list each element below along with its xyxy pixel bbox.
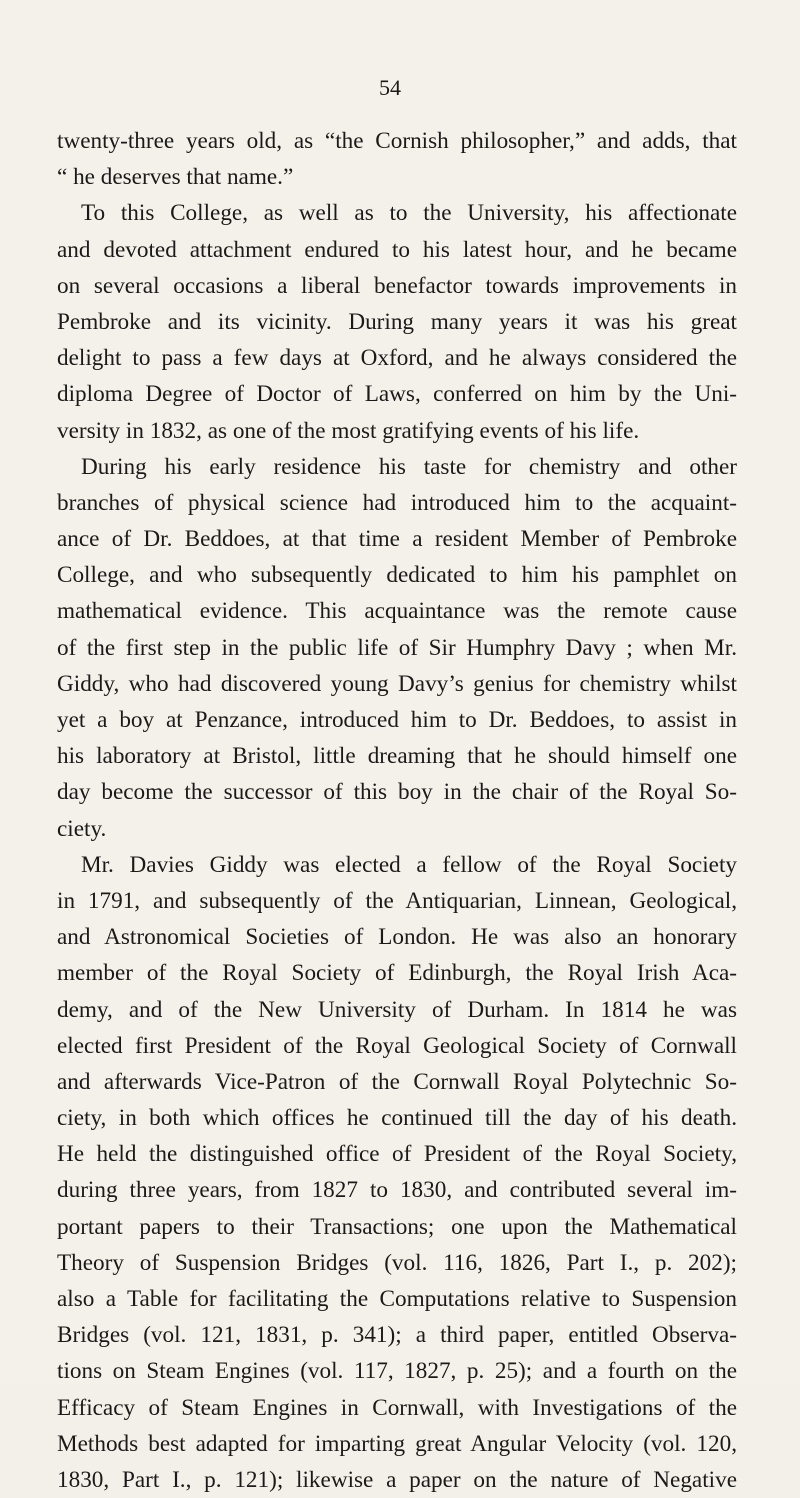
text-line: mathematical evidence. This acquaintance was the remote cause [57,598,737,625]
text-line: yet a boy at Penzance, introduced him to Dr. Beddoes, to assist in [57,707,737,733]
text-line: on several occasions a liberal benefactor towards improvements in [57,272,737,299]
text-line: To this College, as well as to the University, his affectionate [81,200,737,227]
text-line: portant papers to their Transactions; one upon the Mathematical [57,1213,737,1240]
text-line: ciety. [57,815,107,842]
text-line: branches of physical science had introduced him to the acquaint- [57,489,737,516]
text-line: also a Table for facilitating the Computations relative to Suspension [57,1286,737,1312]
text-line: “ he deserves that name.” [57,164,294,191]
text-line: of the first step in the public life of Sir Humphry Davy ; when Mr. [57,634,737,661]
text-line: and afterwards Vice-Patron of the Cornwall Royal Polytechnic So- [57,1068,737,1095]
text-line: ciety, in both which offices he continued till the day of his death. [57,1105,737,1132]
text-line: College, and who subsequently dedicated to him his pamphlet on [57,562,737,589]
text-line: member of the Royal Society of Edinburgh, the Royal Irish Aca- [57,960,737,987]
text-line: Bridges (vol. 121, 1831, p. 341); a third paper, entitled Observa- [57,1322,737,1349]
text-line: During his early residence his taste for chemistry and other [81,453,737,480]
text-line: his laboratory at Bristol, little dreaming that he should himself one [57,743,737,770]
text-line: twenty-three years old, as “the Cornish philosopher,” and adds, that [57,128,737,154]
text-line: 1830, Part I., p. 121); likewise a paper on the nature of Negative [57,1466,737,1493]
text-line: elected first President of the Royal Geological Society of Cornwall [57,1032,737,1059]
text-line: demy, and of the New University of Durham. In 1814 he was [57,996,737,1023]
text-line: diploma Degree of Doctor of Laws, conferred on him by the Uni- [57,381,737,408]
text-line: ance of Dr. Beddoes, at that time a resident Member of Pembroke [57,526,737,553]
text-line: Methods best adapted for imparting great Angular Velocity (vol. 120, [57,1430,737,1457]
body-text [57,123,737,1498]
text-line: versity in 1832, as one of the most gratifying events of his life. [57,417,640,444]
text-line: during three years, from 1827 to 1830, and contributed several im- [57,1177,737,1204]
text-line: Mr. Davies Giddy was elected a fellow of the Royal Society [81,851,737,878]
text-line: and Astronomical Societies of London. He was also an honorary [57,924,737,951]
page-number: 54 [379,75,401,100]
text-line: Theory of Suspension Bridges (vol. 116, 1826, Part I., p. 202); [57,1249,737,1276]
text-line: Giddy, who had discovered young Davy’s genius for chemistry whilst [57,670,737,697]
text-line: delight to pass a few days at Oxford, and he always considered the [57,345,737,372]
text-line: in 1791, and subsequently of the Antiquarian, Linnean, Geological, [57,887,737,914]
text-line: Efficacy of Steam Engines in Cornwall, with Investigations of the [57,1394,737,1421]
text-line: Pembroke and its vicinity. During many years it was his great [57,308,737,335]
text-line: day become the successor of this boy in the chair of the Royal So- [57,779,737,806]
text-line: tions on Steam Engines (vol. 117, 1827, p. 25); and a fourth on the [57,1358,737,1385]
text-line: and devoted attachment endured to his latest hour, and he became [57,236,737,263]
text-line: He held the distinguished office of President of the Royal Society, [57,1141,737,1168]
